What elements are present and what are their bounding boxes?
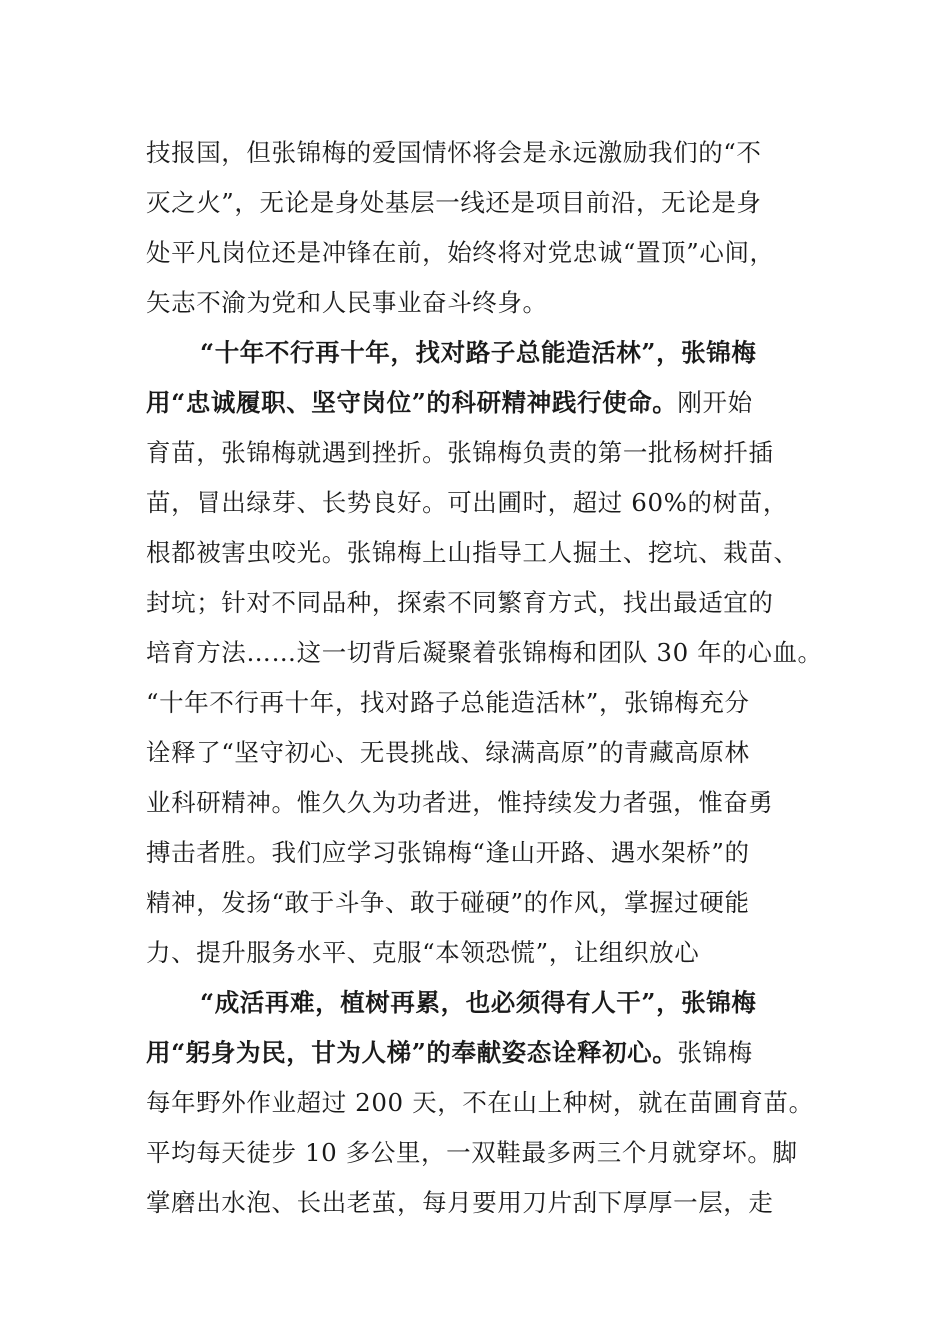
text-line-mixed	[146, 388, 753, 418]
text-line: 力、提升服务水平、克服“本领恐慌”，让组织放心	[146, 938, 700, 967]
paragraph-heading-line: “十年不行再十年，找对路子总能造活林”，张锦梅	[200, 338, 757, 367]
text-line: “十年不行再十年，找对路子总能造活林”，张锦梅充分	[146, 688, 750, 717]
text-line-mixed	[146, 1038, 753, 1068]
text-line: 业科研精神。惟久久为功者进，惟持续发力者强，惟奋勇	[146, 788, 774, 817]
text-line: 每年野外作业超过 200 天，不在山上种树，就在苗圃育苗。	[146, 1088, 814, 1117]
text-line: 灭之火”，无论是身处基层一线还是项目前沿，无论是身	[146, 188, 762, 217]
text-segment: 刚开始	[677, 388, 753, 417]
text-line: 诠释了“坚守初心、无畏挑战、绿满高原”的青藏高原林	[146, 738, 750, 767]
text-line: 掌磨出水泡、长出老茧，每月要用刀片刮下厚厚一层，走	[146, 1188, 774, 1217]
text-segment: 张锦梅	[677, 1038, 753, 1067]
text-line: 苗，冒出绿芽、长势良好。可出圃时，超过 60%的树苗，	[146, 488, 788, 517]
text-line: 根都被害虫咬光。张锦梅上山指导工人掘土、挖坑、栽苗、	[146, 538, 799, 567]
text-line: 平均每天徒步 10 多公里，一双鞋最多两三个月就穿坏。脚	[146, 1138, 798, 1167]
paragraph-heading-line: 用“躬身为民，甘为人梯”的奉献姿态诠释初心。	[146, 1038, 678, 1067]
text-line: 处平凡岗位还是冲锋在前，始终将对党忠诚“置顶”心间，	[146, 238, 775, 267]
text-line: 搏击者胜。我们应学习张锦梅“逢山开路、遇水架桥”的	[146, 838, 750, 867]
text-line: 精神，发扬“敢于斗争、敢于碰硬”的作风，掌握过硬能	[146, 888, 750, 917]
text-line: 育苗，张锦梅就遇到挫折。张锦梅负责的第一批杨树扦插	[146, 438, 774, 467]
text-line: 培育方法……这一切背后凝聚着张锦梅和团队 30 年的心血。	[146, 638, 823, 667]
text-line: 技报国，但张锦梅的爱国情怀将会是永远激励我们的“不	[146, 138, 762, 167]
text-line: 封坑；针对不同品种，探索不同繁育方式，找出最适宜的	[146, 588, 774, 617]
paragraph-heading-line: 用“忠诚履职、坚守岗位”的科研精神践行使命。	[146, 388, 678, 417]
text-line: 矢志不渝为党和人民事业奋斗终身。	[146, 288, 548, 317]
paragraph-heading-line: “成活再难，植树再累，也必须得有人干”，张锦梅	[200, 988, 757, 1017]
